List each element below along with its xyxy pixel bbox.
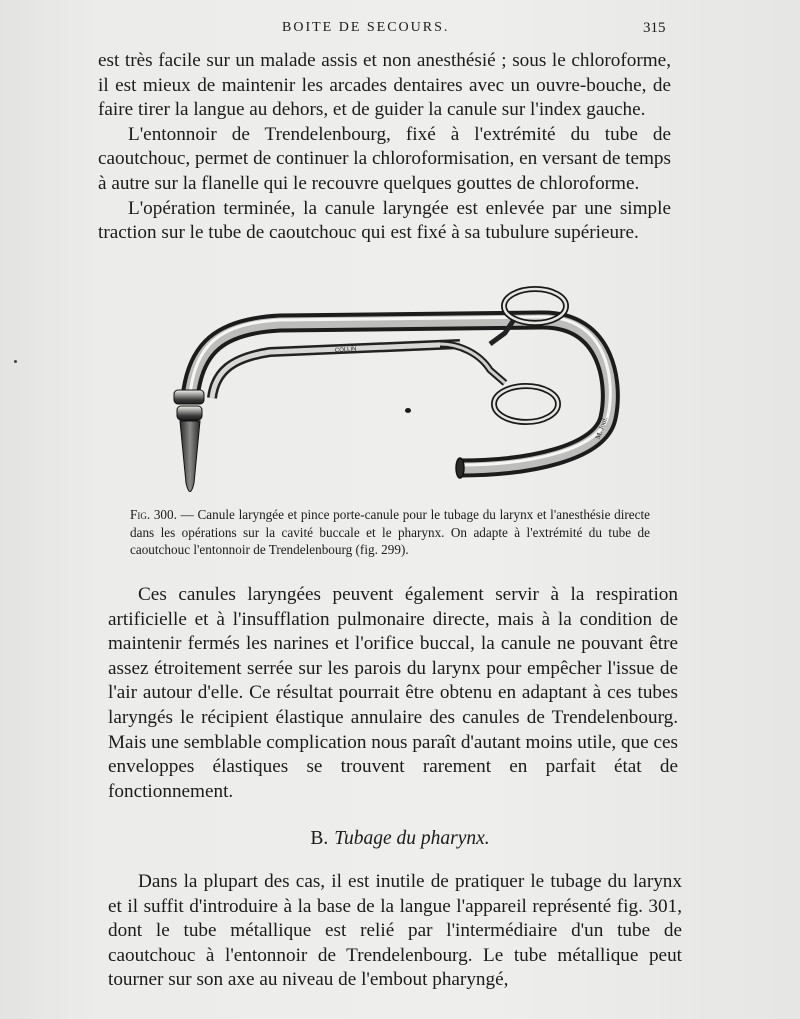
paper-speck	[14, 360, 17, 363]
figure-caption	[130, 506, 650, 559]
tube-end-opening	[456, 458, 464, 478]
section-letter: B.	[310, 828, 329, 849]
paragraph-pharynx: Dans la plupart des cas, il est inutile de pratiquer le tubage du larynx et il suffit d'introduire à la base de la langue l'appareil représenté fig. 301, dont le tube métallique est relié par l'intermédiaire d'un tube de caoutchouc à l'entonnoir de Trendelenbourg. Le tube métallique peut tourner sur son axe au niveau de l'embout pharyngé,	[108, 871, 682, 991]
canula-tip	[180, 421, 200, 492]
running-title: BOITE DE SECOURS.	[282, 20, 450, 35]
paragraph-entonnoir: L'entonnoir de Trendelenbourg, fixé à l'extrémité du tube de caoutchouc, permet de continuer la chloroformisation, en versant de temps à autre sur la flanelle qui le recouvre quelques gouttes de chloroforme.	[98, 123, 671, 194]
top-text-block	[98, 49, 671, 246]
section-title: Tubage du pharynx.	[334, 828, 490, 849]
caption-text: — Canule laryngée et pince porte-canule pour le tubage du larynx et l'anesthésie directe dans les opérations sur la cavité buccale et le pharynx. On adapte à l'extrémité du tube de caoutchouc l'entonnoir de Trendelenbourg (fig. 299).	[130, 507, 650, 557]
bottom-text-block	[108, 870, 682, 993]
forceps-arm	[440, 344, 505, 383]
section-heading	[0, 828, 800, 850]
instrument-marking: COLLIN	[334, 346, 357, 354]
caption-label: Fig. 300.	[130, 507, 177, 522]
page-number: 315	[643, 20, 666, 36]
canula-collar	[174, 390, 204, 404]
ink-speck	[405, 408, 411, 413]
figure-canula-illustration	[160, 278, 630, 518]
paragraph-respiration: Ces canules laryngées peuvent également servir à la respiration artificielle et à l'insufflation pulmonaire directe, mais à la condition de maintenir fermés les narines et l'orifice buccal, la canule ne pouvant être assez étroitement serrée sur les parois du larynx pour empêcher l'issue de l'air autour d'elle. Ce résultat pourrait être obtenu en adaptant à ces tubes laryngés le récipient élastique annulaire des canules de Trendelenbourg. Mais une semblable complication nous paraît d'autant moins utile, que ces enveloppes élastiques se trouvent rarement en parfait état de fonctionnement.	[108, 584, 678, 802]
paragraph-continuation: est très facile sur un malade assis et non anesthésié ; sous le chloroforme, il est mieux de maintenir les arcades dentaires avec un ouvre-bouche, de faire tirer la langue au dehors, et de guider la canule sur l'index gauche.	[98, 50, 671, 121]
engraver-mark: M. Joul.	[593, 415, 610, 441]
paragraph-operation: L'opération terminée, la canule laryngée est enlevée par une simple traction sur le tube de caoutchouc qui est fixé à sa tubulure supérieure.	[98, 197, 671, 244]
middle-text-block	[108, 583, 678, 804]
running-head	[0, 16, 800, 40]
